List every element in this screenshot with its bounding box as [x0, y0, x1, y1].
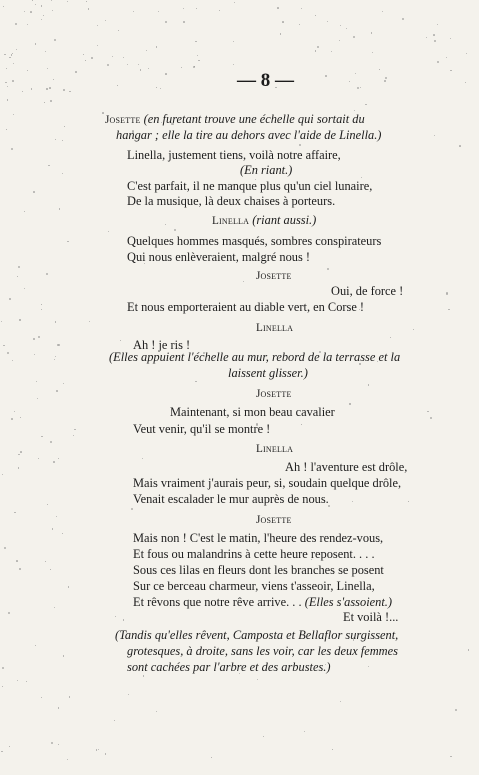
paper-speck — [465, 82, 466, 83]
verse-line: Mais vraiment j'aurais peur, si, soudain quelque drôle, — [133, 476, 402, 490]
paper-speck — [41, 309, 42, 310]
paper-speck — [127, 64, 128, 65]
paper-speck — [156, 711, 157, 712]
paper-speck — [83, 54, 84, 55]
paper-speck — [62, 533, 63, 534]
paper-speck — [450, 70, 452, 72]
paper-speck — [57, 344, 59, 346]
paper-speck — [382, 11, 384, 13]
paper-speck — [2, 686, 3, 687]
paper-speck — [379, 69, 380, 70]
paper-speck — [7, 86, 8, 87]
stage-direction: (riant aussi.) — [252, 213, 317, 227]
paper-speck — [51, 742, 53, 744]
paper-speck — [243, 281, 244, 282]
paper-speck — [277, 7, 279, 9]
speaker-heading — [212, 213, 316, 229]
paper-speck — [280, 33, 282, 35]
paper-speck — [181, 67, 182, 68]
paper-speck — [468, 649, 470, 651]
paper-speck — [353, 36, 355, 38]
paper-speck — [352, 501, 354, 503]
paper-speck — [56, 390, 58, 392]
paper-speck — [138, 64, 139, 65]
paper-speck — [33, 191, 35, 193]
paper-speck — [325, 75, 327, 77]
verse-line: Linella, justement tiens, voilà notre affaire, — [127, 148, 341, 162]
paper-speck — [368, 666, 369, 667]
paper-speck — [450, 38, 451, 39]
paper-speck — [433, 34, 435, 36]
paper-speck — [46, 88, 47, 89]
paper-speck — [62, 173, 64, 175]
paper-speck — [372, 52, 374, 54]
paper-speck — [20, 451, 22, 453]
paper-speck — [183, 8, 184, 9]
paper-speck — [69, 696, 70, 697]
paper-speck — [20, 417, 21, 418]
paper-speck — [41, 5, 42, 6]
speaker-name: Josette — [105, 114, 141, 126]
paper-speck — [331, 51, 332, 52]
paper-speck — [146, 50, 147, 51]
paper-speck — [35, 4, 37, 6]
paper-speck — [43, 15, 44, 16]
paper-speck — [12, 53, 13, 54]
speaker-name: Linella — [256, 443, 294, 455]
paper-speck — [448, 309, 449, 310]
paper-speck — [53, 79, 54, 80]
speaker-name: Linella — [256, 322, 294, 334]
verse-line: Veut venir, qu'il se montre ! — [133, 422, 271, 436]
paper-speck — [55, 321, 57, 323]
paper-speck — [9, 57, 11, 59]
paper-speck — [49, 87, 51, 89]
paper-speck — [437, 61, 439, 63]
paper-speck — [233, 64, 235, 66]
paper-speck — [143, 675, 145, 677]
paper-speck — [19, 568, 21, 570]
paper-speck — [14, 411, 15, 412]
paper-speck — [118, 30, 119, 31]
paper-speck — [402, 18, 404, 20]
paper-speck — [35, 645, 36, 646]
paper-speck — [368, 384, 369, 385]
paper-speck — [114, 720, 115, 721]
paper-speck — [24, 211, 25, 212]
paper-speck — [434, 40, 436, 42]
stage-direction: grotesques, à droite, sans les voir, car les deux femmes — [127, 644, 398, 658]
paper-speck — [97, 45, 98, 46]
paper-speck — [346, 28, 348, 30]
paper-speck — [349, 81, 350, 82]
paper-speck — [117, 85, 118, 86]
paper-speck — [357, 87, 359, 89]
paper-speck — [115, 616, 116, 617]
paper-speck — [105, 753, 106, 754]
paper-speck — [459, 145, 461, 147]
paper-speck — [158, 11, 159, 12]
paper-speck — [299, 24, 300, 25]
paper-speck — [58, 458, 59, 459]
paper-speck — [234, 2, 236, 4]
paper-speck — [360, 87, 361, 88]
paper-speck — [4, 547, 6, 549]
paper-speck — [133, 11, 135, 13]
paper-speck — [437, 24, 438, 25]
paper-speck — [317, 46, 319, 48]
paper-speck — [33, 338, 35, 340]
paper-speck — [37, 398, 38, 399]
paper-speck — [24, 288, 25, 289]
paper-speck — [19, 319, 20, 320]
paper-speck — [63, 655, 64, 656]
verse-text: Et rêvons que notre rêve arrive. . . — [133, 595, 305, 609]
paper-speck — [340, 701, 341, 702]
paper-speck — [58, 707, 59, 708]
paper-speck — [45, 561, 46, 562]
paper-speck — [7, 352, 9, 354]
paper-speck — [131, 508, 133, 510]
paper-speck — [47, 68, 48, 69]
paper-speck — [50, 100, 52, 102]
paper-speck — [31, 88, 32, 89]
paper-speck — [36, 381, 37, 382]
paper-speck — [304, 731, 305, 732]
paper-speck — [339, 40, 340, 41]
paper-speck — [45, 51, 47, 53]
paper-speck — [112, 56, 113, 57]
paper-speck — [165, 224, 166, 225]
paper-speck — [123, 619, 125, 621]
paper-speck — [1, 321, 2, 322]
paper-speck — [38, 336, 40, 338]
paper-speck — [11, 418, 13, 420]
paper-speck — [98, 749, 99, 750]
paper-speck — [128, 694, 129, 695]
paper-speck — [16, 49, 17, 50]
paper-speck — [282, 21, 284, 23]
paper-speck — [44, 102, 45, 103]
paper-speck — [54, 39, 56, 41]
paper-speck — [165, 21, 167, 23]
paper-speck — [3, 345, 4, 346]
verse-line: C'est parfait, il ne manque plus qu'un ciel lunaire, — [127, 179, 373, 193]
stage-direction: (En riant.) — [240, 163, 293, 177]
verse-line: Ah ! l'aventure est drôle, — [285, 460, 408, 474]
verse-line: Quelques hommes masqués, sombres conspirateurs — [127, 234, 382, 248]
paper-speck — [74, 429, 75, 430]
paper-speck — [430, 417, 432, 419]
paper-speck — [67, 759, 69, 761]
verse-line: De la musique, là deux chaises à porteurs. — [127, 194, 336, 208]
page-number: — 8 — — [237, 70, 294, 91]
paper-speck — [195, 381, 197, 383]
paper-speck — [50, 441, 52, 443]
verse-line — [133, 595, 392, 610]
paper-speck — [193, 66, 195, 68]
paper-speck — [5, 82, 7, 84]
paper-speck — [427, 411, 429, 413]
paper-speck — [4, 54, 6, 56]
paper-speck — [62, 140, 63, 141]
paper-speck — [14, 512, 16, 514]
paper-speck — [140, 69, 142, 71]
stage-direction: (Elles appuient l'échelle au mur, rebord de la terrasse et la — [109, 350, 401, 364]
paper-speck — [18, 467, 19, 468]
paper-speck — [30, 11, 32, 13]
paper-speck — [63, 89, 65, 91]
paper-speck — [2, 667, 4, 669]
paper-speck — [56, 516, 57, 517]
paper-speck — [446, 292, 448, 294]
verse-line: Venait escalader le mur auprès de nous. — [133, 492, 329, 506]
paper-speck — [365, 104, 366, 105]
paper-speck — [47, 504, 48, 505]
paper-speck — [8, 612, 10, 614]
paper-speck — [446, 57, 447, 58]
paper-speck — [384, 80, 386, 82]
paper-speck — [455, 709, 457, 711]
paper-speck — [340, 25, 341, 26]
verse-line: Et voilà !... — [343, 610, 399, 624]
stage-direction: (Elles s'assoient.) — [304, 595, 392, 609]
paper-speck — [58, 744, 59, 745]
paper-speck — [3, 6, 4, 7]
paper-speck — [17, 276, 18, 277]
paper-speck — [315, 15, 316, 16]
paper-speck — [24, 11, 25, 12]
stage-direction: (Tandis qu'elles rêvent, Camposta et Bellaflor surgissent, — [115, 628, 399, 642]
paper-speck — [142, 458, 143, 459]
paper-speck — [54, 359, 55, 360]
stage-direction: sont cachées par l'arbre et des arbustes.) — [127, 660, 331, 674]
paper-speck — [156, 46, 158, 48]
paper-speck — [148, 68, 149, 69]
paper-speck — [102, 112, 104, 114]
paper-speck — [18, 454, 20, 456]
verse-line: Mais non ! C'est le matin, l'heure des rendez-vous, — [133, 531, 384, 545]
paper-speck — [18, 266, 20, 268]
paper-speck — [55, 356, 56, 357]
paper-speck — [52, 528, 53, 529]
paper-speck — [301, 8, 303, 10]
speaker-name: Linella — [212, 215, 250, 227]
paper-speck — [12, 80, 14, 82]
paper-speck — [13, 63, 14, 64]
text-line — [105, 112, 365, 128]
paper-speck — [17, 680, 18, 681]
paper-speck — [197, 55, 199, 57]
paper-speck — [354, 110, 355, 111]
paper-speck — [198, 60, 199, 61]
paper-speck — [196, 8, 197, 9]
paper-speck — [301, 424, 302, 425]
paper-speck — [91, 57, 93, 59]
paper-speck — [86, 1, 87, 2]
paper-speck — [1, 751, 3, 753]
paper-speck — [89, 321, 90, 322]
paper-speck — [88, 8, 90, 10]
paper-speck — [105, 20, 106, 21]
paper-speck — [6, 68, 7, 69]
paper-speck — [408, 501, 409, 502]
paper-speck — [55, 139, 56, 140]
paper-speck — [299, 144, 301, 146]
paper-speck — [26, 681, 27, 682]
paper-speck — [15, 23, 17, 25]
paper-speck — [233, 41, 234, 42]
paper-speck — [385, 77, 387, 79]
paper-speck — [371, 32, 373, 34]
stage-direction: hangar ; elle la tire au dehors avec l'aide de Linella.) — [116, 128, 382, 142]
paper-speck — [211, 757, 212, 758]
speaker-name: Josette — [256, 388, 292, 400]
paper-speck — [27, 70, 28, 71]
paper-speck — [466, 53, 467, 54]
paper-speck — [327, 268, 329, 270]
paper-speck — [68, 586, 70, 588]
verse-line: Ah ! je ris ! — [133, 338, 191, 352]
paper-speck — [327, 21, 328, 22]
verse-line: Et nous emporteraient au diable vert, en Corse ! — [127, 300, 365, 314]
paper-speck — [73, 435, 74, 436]
paper-speck — [165, 73, 167, 75]
paper-speck — [52, 10, 53, 11]
paper-speck — [263, 736, 264, 737]
paper-speck — [50, 569, 51, 570]
paper-speck — [35, 43, 36, 44]
paper-speck — [257, 679, 258, 680]
paper-speck — [183, 21, 185, 23]
paper-speck — [34, 354, 35, 355]
paper-speck — [41, 19, 42, 20]
paper-speck — [156, 87, 157, 88]
paper-speck — [85, 60, 86, 61]
paper-speck — [390, 337, 391, 338]
verse-line: Sous ces lilas en fleurs dont les branches se posent — [133, 563, 384, 577]
paper-speck — [63, 383, 64, 384]
verse-line: Qui nous enlèveraient, malgré nous ! — [127, 250, 311, 264]
paper-speck — [67, 241, 68, 242]
paper-speck — [315, 50, 317, 52]
stage-direction: laissent glisser.) — [228, 366, 308, 380]
paper-speck — [413, 329, 414, 330]
paper-speck — [69, 91, 71, 93]
paper-speck — [12, 360, 13, 361]
paper-speck — [32, 0, 33, 1]
paper-speck — [11, 148, 13, 150]
paper-speck — [450, 756, 452, 758]
paper-speck — [51, 0, 52, 1]
paper-speck — [41, 436, 43, 438]
paper-speck — [46, 273, 48, 275]
paper-speck — [16, 560, 18, 562]
verse-line: Maintenant, si mon beau cavalier — [170, 405, 335, 419]
paper-speck — [332, 749, 333, 750]
paper-speck — [174, 229, 176, 231]
paper-speck — [160, 88, 161, 89]
paper-speck — [9, 298, 11, 300]
paper-speck — [75, 71, 77, 73]
paper-speck — [53, 461, 55, 463]
paper-speck — [6, 129, 7, 130]
verse-line: Sur ce berceau charmeur, viens t'asseoir, Linella, — [133, 579, 375, 593]
paper-speck — [97, 25, 99, 27]
paper-speck — [48, 165, 50, 167]
paper-speck — [13, 114, 14, 115]
paper-speck — [108, 231, 109, 232]
paper-speck — [219, 10, 220, 11]
paper-speck — [426, 37, 427, 38]
paper-speck — [64, 126, 65, 127]
paper-speck — [41, 304, 42, 305]
verse-line: Oui, de force ! — [331, 284, 404, 298]
paper-speck — [11, 54, 12, 55]
paper-speck — [123, 57, 124, 58]
paper-speck — [120, 340, 121, 341]
stage-direction: (en furetant trouve une échelle qui sortait du — [143, 112, 365, 126]
paper-speck — [7, 99, 8, 100]
paper-speck — [434, 135, 436, 137]
paper-speck — [22, 91, 23, 92]
paper-speck — [355, 73, 356, 74]
paper-speck — [107, 64, 109, 66]
verse-line: Et fous ou malandrins à cette heure reposent. . . . — [133, 547, 375, 561]
speaker-name: Josette — [256, 514, 292, 526]
paper-speck — [349, 403, 350, 404]
paper-speck — [27, 24, 28, 25]
paper-speck — [67, 1, 68, 2]
paper-speck — [59, 208, 60, 209]
paper-speck — [54, 607, 55, 608]
paper-speck — [195, 41, 197, 43]
speaker-name: Josette — [256, 270, 292, 282]
paper-speck — [41, 697, 42, 698]
paper-speck — [9, 746, 10, 747]
paper-speck — [38, 458, 39, 459]
paper-speck — [2, 474, 3, 475]
